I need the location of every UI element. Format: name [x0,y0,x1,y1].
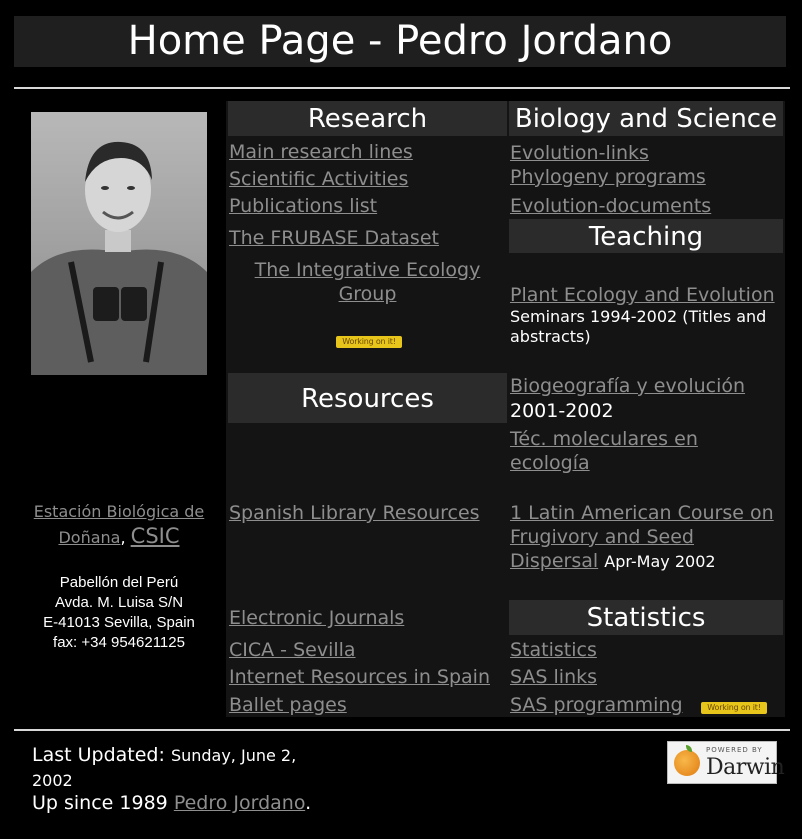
address-block [24,573,214,653]
author-link[interactable]: Pedro Jordano [173,792,306,814]
spanish-library-link[interactable]: Spanish Library Resources [229,502,480,524]
frubase-dataset-link[interactable]: The FRUBASE Dataset [229,227,439,249]
address-line: Pabellón del Perú [59,574,179,591]
resources-heading: Resources [228,373,507,423]
up-since-text: Up since 1989 [32,792,168,814]
institution-link[interactable]: Estación Biológica de Doñana [33,502,205,547]
powered-by-label: POWERED BY [706,746,763,754]
csic-link[interactable]: CSIC [130,524,180,548]
last-updated [32,743,296,793]
fax-line: fax: +34 954621125 [53,634,185,651]
last-updated-year: 2002 [32,771,73,790]
main-research-lines-link[interactable]: Main research lines [229,141,413,163]
biogeografia-link[interactable]: Biogeografía y evolución [510,375,746,397]
working-on-it-badge: Working on it! [336,336,402,348]
sas-links-link[interactable]: SAS links [510,666,598,688]
electronic-journals-link[interactable]: Electronic Journals [229,607,405,629]
sas-programming-link[interactable]: SAS programming [510,694,683,716]
biology-science-heading: Biology and Science [509,101,783,136]
top-divider [14,87,790,89]
statistics-link[interactable]: Statistics [510,639,597,661]
footer-period: . [305,792,312,814]
up-since [32,791,311,815]
darwin-label: Darwin [706,755,785,780]
biogeografia-years: 2001-2002 [510,400,614,422]
working-on-it-badge: Working on it! [701,702,767,714]
integrative-ecology-group-link[interactable]: The Integrative Ecology Group [254,259,481,305]
bottom-divider [14,729,790,731]
publications-list-link[interactable]: Publications list [229,195,378,217]
portrait-photo [31,112,207,375]
research-heading: Research [228,101,507,136]
teaching-heading: Teaching [509,219,783,253]
scientific-activities-link[interactable]: Scientific Activities [229,168,409,190]
plant-ecology-note: Seminars 1994-2002 (Titles and abstracts) [510,307,767,346]
page-title: Home Page - Pedro Jordano [14,16,786,67]
cica-sevilla-link[interactable]: CICA - Sevilla [229,639,356,661]
evolution-documents-link[interactable]: Evolution-documents [510,195,712,217]
phylogeny-programs-link[interactable]: Phylogeny programs [510,166,706,188]
latin-american-course-block [510,501,775,574]
institution-separator: , [120,528,126,547]
powered-by-darwin-badge[interactable] [667,741,785,784]
molecular-ecology-link[interactable]: Téc. moleculares en ecología [510,428,698,474]
internet-resources-spain-link[interactable]: Internet Resources in Spain [229,666,490,688]
address-line: E-41013 Sevilla, Spain [43,614,195,631]
links-table [226,101,785,717]
evolution-links-link[interactable]: Evolution-links [510,142,649,164]
address-line: Avda. M. Luisa S/N [54,594,184,611]
last-updated-label: Last Updated: [32,744,165,766]
last-updated-date: Sunday, June 2, [170,746,297,765]
portrait-image [31,112,207,375]
institution-block [24,500,214,550]
ballet-pages-link[interactable]: Ballet pages [229,694,347,716]
apple-logo-icon [674,750,700,776]
statistics-heading: Statistics [509,600,783,635]
latin-american-course-link[interactable]: 1 Latin American Course on Frugivory and Seed Dispersal [510,502,774,572]
plant-ecology-evolution-link[interactable]: Plant Ecology and Evolution [510,284,775,306]
course-date: Apr-May 2002 [604,552,716,571]
